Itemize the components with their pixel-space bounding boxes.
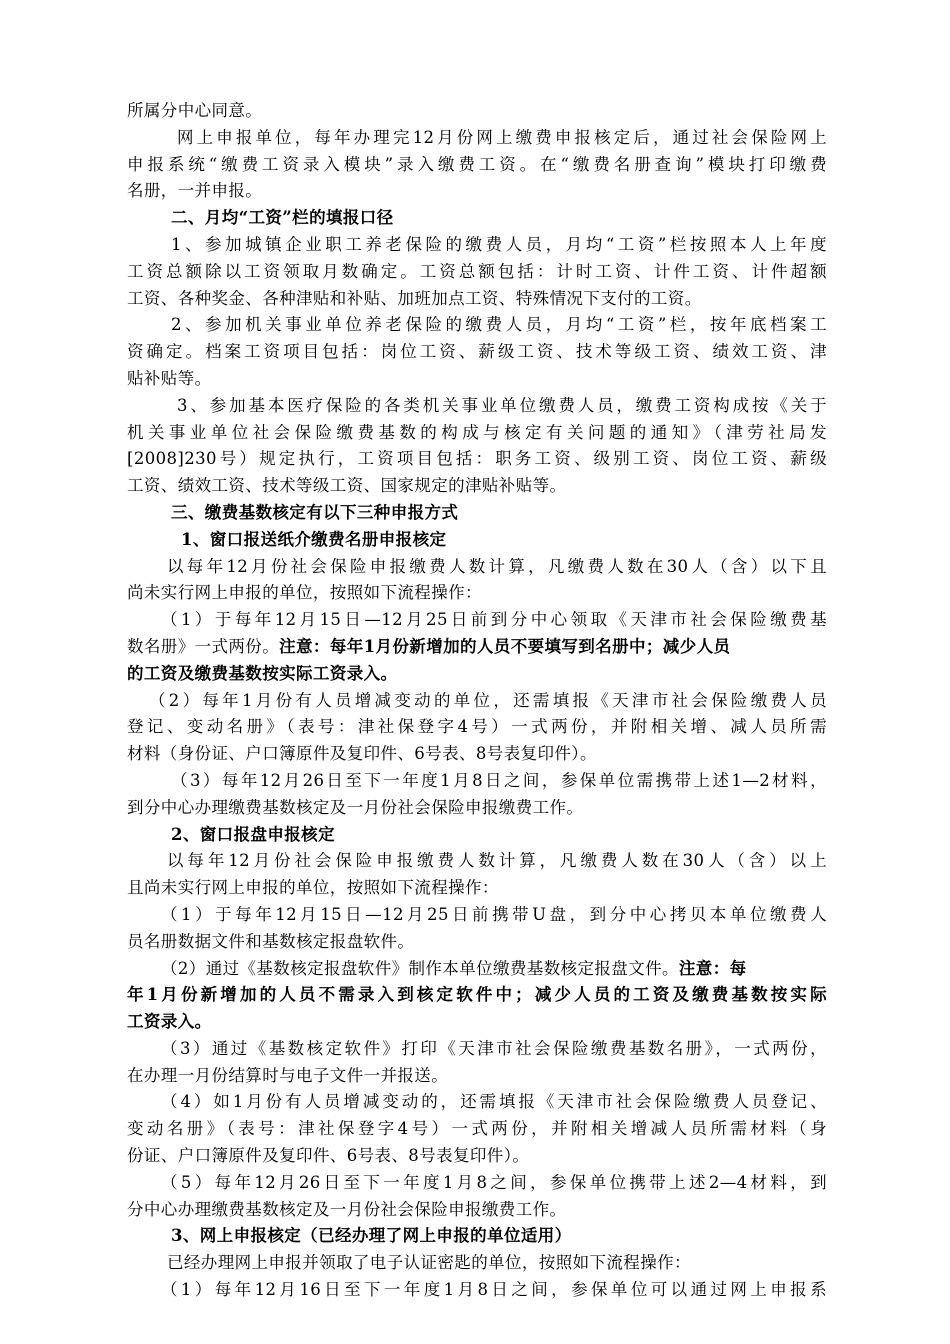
- paragraph-line: 到分中心办理缴费基数核定及一月份社会保险申报缴费工作。: [127, 797, 584, 817]
- subsection-heading: 1、窗口报送纸介缴费名册申报核定: [181, 529, 447, 549]
- paragraph-line: 3、参加基本医疗保险的各类机关事业单位缴费人员，缴费工资构成按《关于: [177, 395, 827, 415]
- paragraph-line: 名册，一并申报。: [127, 181, 263, 201]
- paragraph-line: 尚未实行网上申报的单位，按照如下流程操作：: [127, 583, 482, 603]
- document-body: [127, 98, 827, 1304]
- paragraph-line: 材料（身份证、户口簿原件及复印件、6号表、8号表复印件）。: [127, 744, 597, 764]
- notice-line: 工资录入。: [127, 1012, 212, 1032]
- paragraph-line: 1、参加城镇企业职工养老保险的缴费人员，月均“工资”栏按照本人上年度: [171, 234, 827, 254]
- notice-text: 注意：每: [678, 958, 747, 978]
- paragraph-line: 以每年12月份社会保险申报缴费人数计算，凡缴费人数在30人（含）以下且: [167, 556, 827, 576]
- paragraph-line: 所属分中心同意。: [127, 101, 263, 120]
- paragraph-line: 机关事业单位社会保险缴费基数的构成与核定有关问题的通知》（津劳社局发: [127, 422, 827, 442]
- paragraph-text: 数名册》一式两份。: [127, 636, 280, 656]
- paragraph-line: 且尚未实行网上申报的单位，按照如下流程操作：: [127, 878, 499, 898]
- paragraph-line: （5）每年12月26日至下一年度1月8之间，参保单位携带上述2—4材料，到: [161, 1172, 827, 1192]
- paragraph-line: （3）每年12月26日至下一年度1月8日之间，参保单位需携带上述1—2材料，: [171, 770, 827, 790]
- paragraph-line: [2008]230号）规定执行，工资项目包括：职务工资、级别工资、岗位工资、薪级: [127, 449, 827, 469]
- paragraph-line: （4）如1月份有人员增减变动的，还需填报《天津市社会保险缴费人员登记、: [161, 1092, 827, 1112]
- paragraph-text: （2）通过《基数核定报盘软件》制作本单位缴费基数核定报盘文件。: [161, 958, 679, 978]
- subsection-heading: 2、窗口报盘申报核定: [171, 824, 335, 844]
- paragraph-line: [127, 634, 827, 661]
- paragraph-line: （1）于每年12月15日—12月25日前到分中心领取《天津市社会保险缴费基: [161, 610, 827, 630]
- paragraph-line: 贴补贴等。: [127, 368, 212, 388]
- paragraph-line: 工资总额除以工资领取月数确定。工资总额包括：计时工资、计件工资、计件超额: [127, 261, 827, 281]
- paragraph-line: 资确定。档案工资项目包括：岗位工资、薪级工资、技术等级工资、绩效工资、津: [127, 342, 827, 362]
- section-heading: 二、月均“工资”栏的填报口径: [171, 208, 394, 228]
- paragraph-line: 以每年12月份社会保险申报缴费人数计算，凡缴费人数在30人（含）以上: [167, 851, 827, 871]
- paragraph-line: （2）每年1月份有人员增减变动的单位，还需填报《天津市社会保险缴费人员: [149, 690, 827, 710]
- paragraph-line: 已经办理网上申报并领取了电子认证密匙的单位，按照如下流程操作：: [167, 1253, 691, 1273]
- paragraph-line: 分中心办理缴费基数核定及一月份社会保险申报缴费工作。: [127, 1199, 567, 1219]
- paragraph-line: [127, 956, 827, 983]
- subsection-heading: 3、网上申报核定（已经办理了网上申报的单位适用）: [171, 1226, 572, 1246]
- paragraph-line: 工资、绩效工资、技术等级工资、国家规定的津贴补贴等。: [127, 476, 567, 496]
- paragraph-line: 变动名册》（表号：津社保登字4号）一式两份，并附相关增减人员所需材料（身: [127, 1119, 827, 1139]
- notice-line: 的工资及缴费基数按实际工资录入。: [127, 663, 398, 683]
- paragraph-line: 份证、户口簿原件及复印件、6号表、8号表复印件）。: [127, 1146, 530, 1166]
- notice-line: 年1月份新增加的人员不需录入到核定软件中；减少人员的工资及缴费基数按实际: [127, 985, 827, 1005]
- paragraph-line: （1）每年12月16日至下一年度1月8日之间，参保单位可以通过网上申报系: [161, 1280, 827, 1300]
- paragraph-line: 工资、各种奖金、各种津贴和补贴、加班加点工资、特殊情况下支付的工资。: [127, 288, 702, 308]
- paragraph-line: （3）通过《基数核定软件》打印《天津市社会保险缴费基数名册》，一式两份，: [161, 1038, 827, 1058]
- paragraph-line: 员名册数据文件和基数核定报盘软件。: [127, 931, 415, 951]
- paragraph-line: 申报系统“缴费工资录入模块”录入缴费工资。在“缴费名册查询”模块打印缴费: [127, 154, 827, 174]
- notice-text: 注意：每年1月份新增加的人员不要填写到名册中；减少人员: [279, 636, 731, 656]
- paragraph-line: （1）于每年12月15日—12月25日前携带U盘，到分中心拷贝本单位缴费人: [161, 904, 827, 924]
- paragraph-line: 登记、变动名册》（表号：津社保登字4号）一式两份，并附相关增、减人员所需: [127, 717, 827, 737]
- paragraph-line: 网上申报单位，每年办理完12月份网上缴费申报核定后，通过社会保险网上: [177, 127, 827, 147]
- paragraph-line: 2、参加机关事业单位养老保险的缴费人员，月均“工资”栏，按年底档案工: [171, 315, 827, 335]
- section-heading: 三、缴费基数核定有以下三种申报方式: [171, 502, 459, 522]
- paragraph-line: 在办理一月份结算时与电子文件一并报送。: [127, 1065, 449, 1085]
